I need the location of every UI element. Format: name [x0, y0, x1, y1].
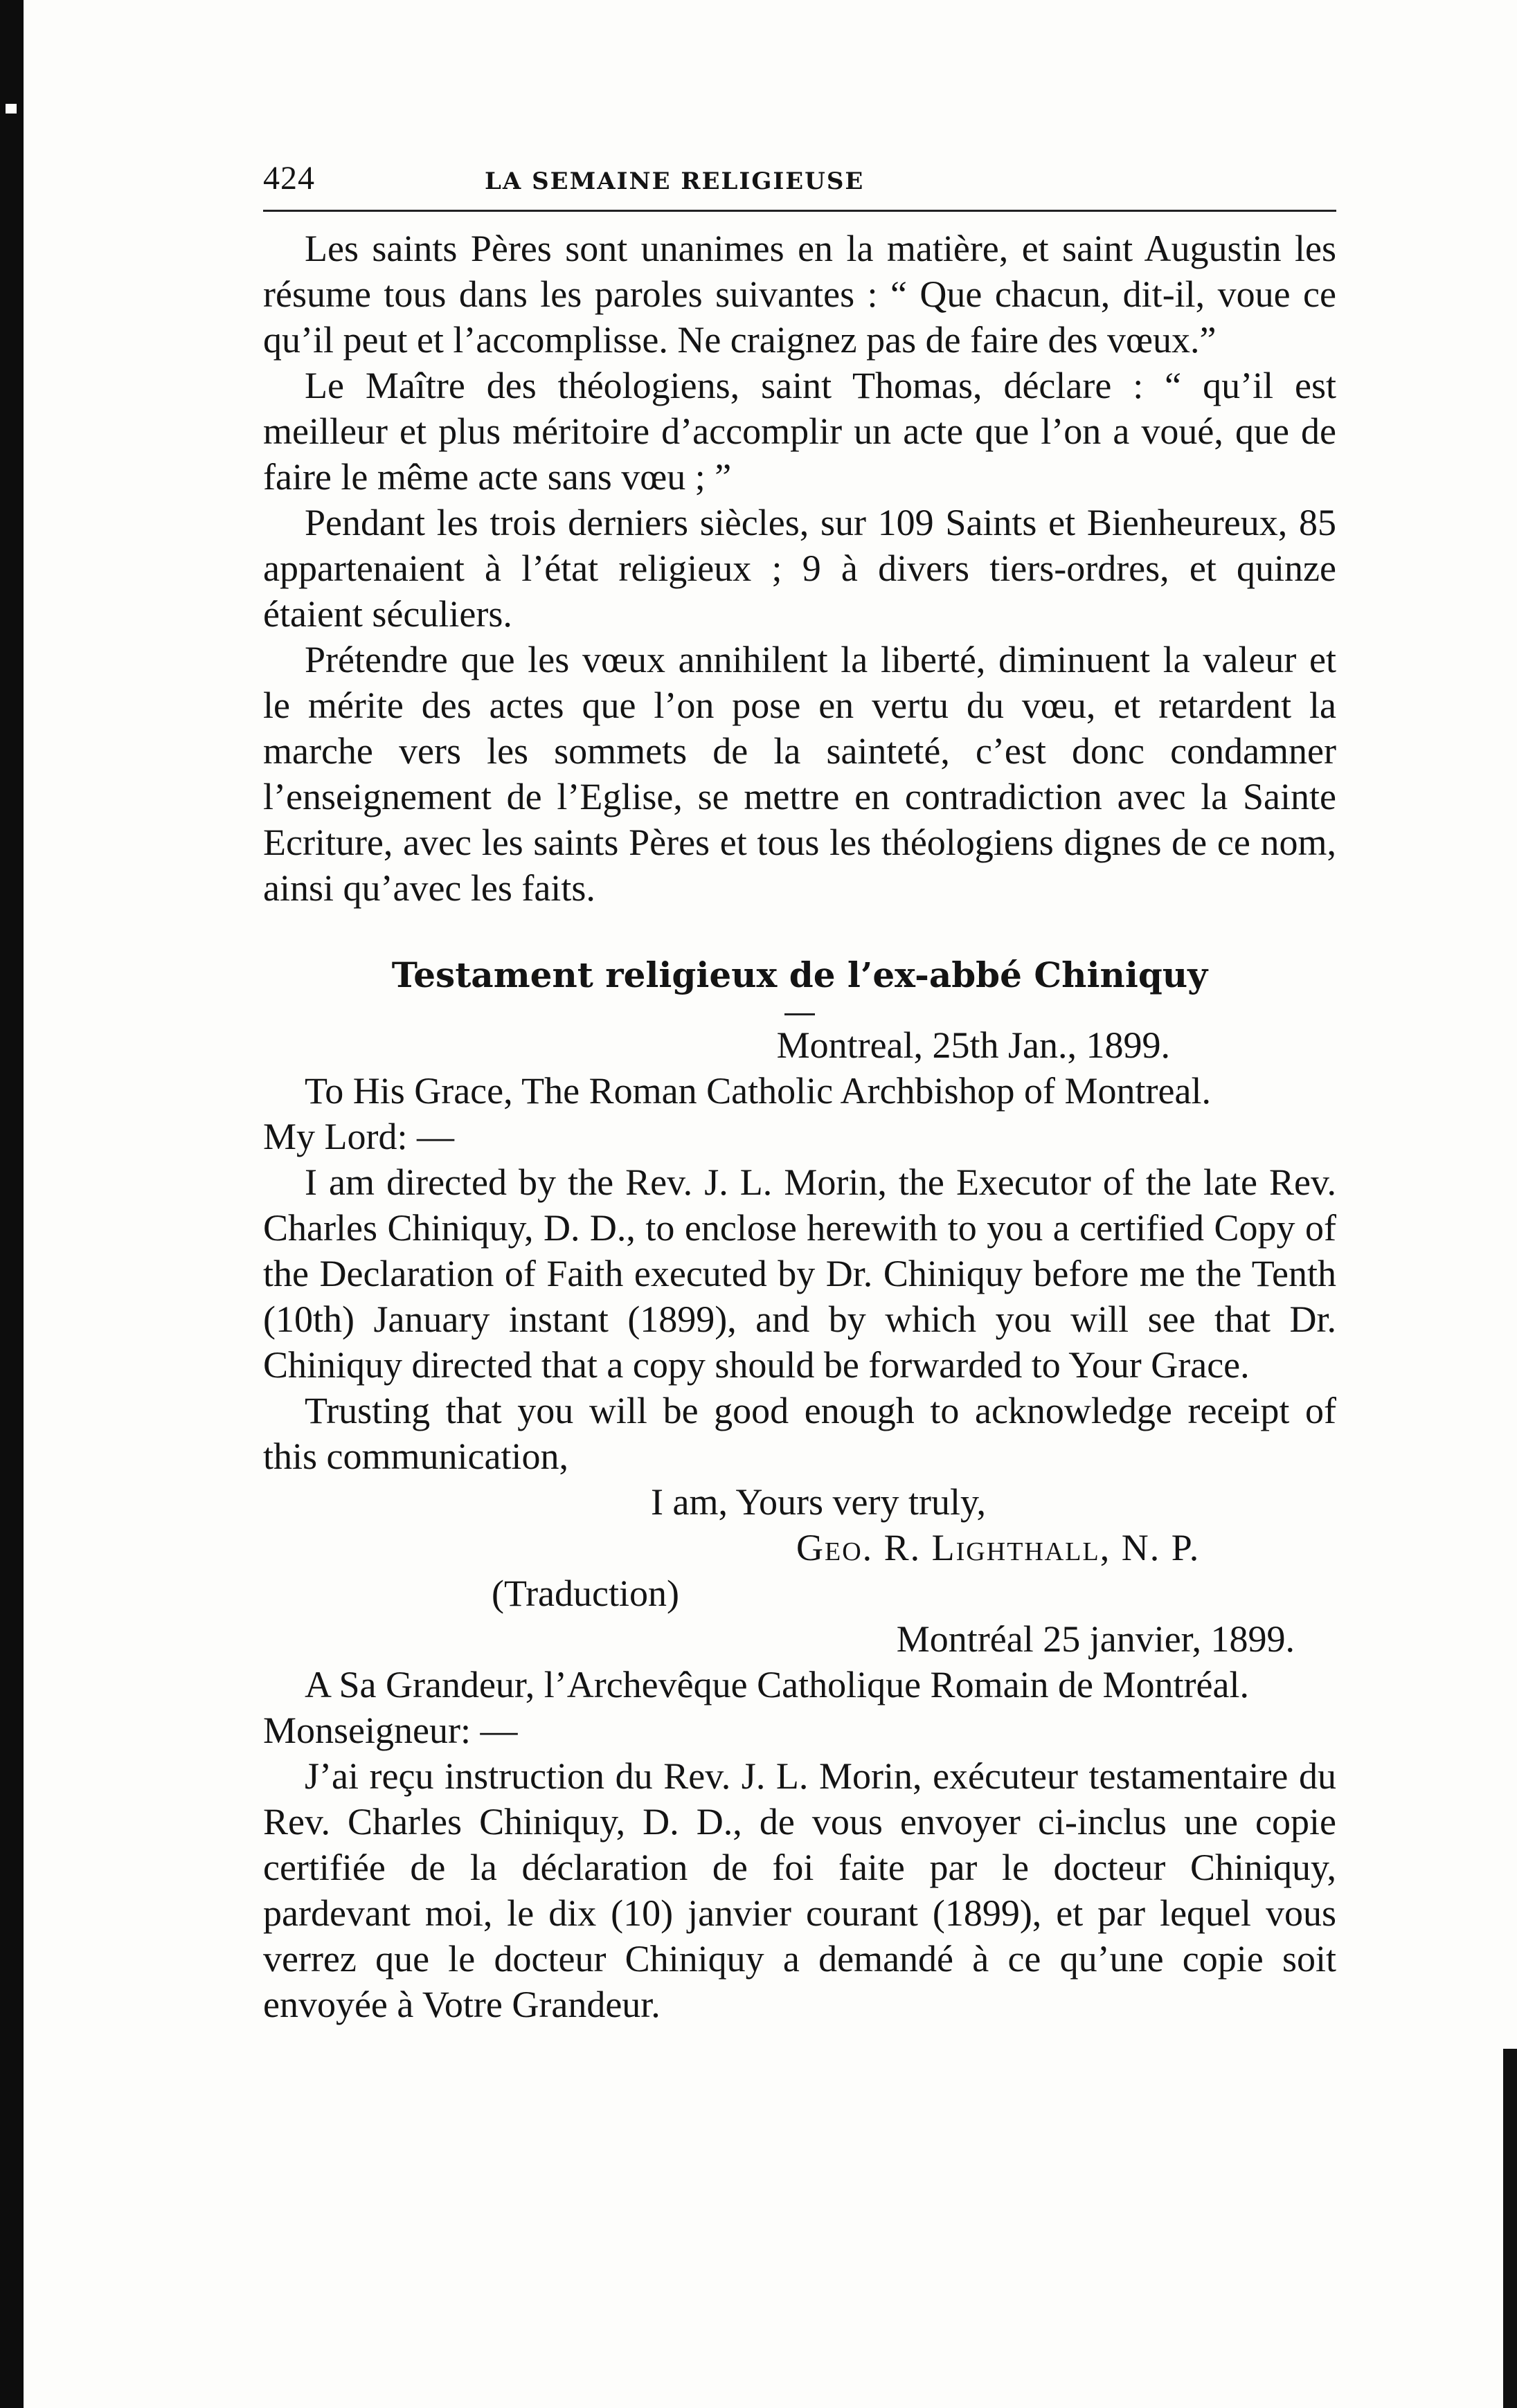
letter-date: Montreal, 25th Jan., 1899. — [776, 1024, 1170, 1066]
paragraph: Les saints Pères sont unanimes en la matière, et saint Augustin les résume tous dans les paroles suivantes : “ Que chacun, dit-il, voue ce qu’il peut et l’accomplisse. Ne craignez pas de faire des vœux.” — [263, 228, 1336, 361]
paragraph: Le Maître des théologiens, saint Thomas, déclare : “ qu’il est meilleur et plus méritoire d’accomplir un acte que l’on a voué, que de faire le même acte sans vœu ; ” — [263, 365, 1336, 498]
letter-salutation: My Lord: — — [263, 1116, 454, 1157]
page-number: 424 — [263, 160, 315, 197]
page-header — [263, 156, 1336, 204]
scan-edge-left — [0, 0, 24, 2408]
section-title: Testament religieux de l’ex-abbé Chiniquy — [391, 954, 1208, 995]
running-title: LA SEMAINE RELIGIEUSE — [485, 168, 865, 195]
letter-body-fr: J’ai reçu instruction du Rev. J. L. Morin, exécuteur testamentaire du Rev. Charles Chiniquy, D. D., de vous envoyer ci-inclus une copie certifiée de la déclaration de foi faite par le docteur Chiniquy, pardevant moi, le dix (10) janvier courant (1899), et par lequel vous verrez que le docteur Chiniquy a demandé à ce qu’une copie soit envoyée à Votre Grandeur. — [263, 1755, 1336, 2025]
letter-closing: I am, Yours very truly, — [651, 1481, 986, 1523]
letter-salutation-fr: Monseigneur: — — [263, 1710, 518, 1751]
letter-addressee: To His Grace, The Roman Catholic Archbishop of Montreal. — [305, 1070, 1211, 1112]
letter-signature: Geo. R. Lighthall, N. P. — [796, 1527, 1201, 1568]
letter-addressee-fr: A Sa Grandeur, l’Archevêque Catholique Romain de Montréal. — [305, 1664, 1249, 1705]
translation-label: (Traduction) — [492, 1573, 679, 1614]
paragraph: Prétendre que les vœux annihilent la liberté, diminuent la valeur et le mérite des actes que l’on pose en vertu du vœu, et retardent la marche vers les sommets de la sainteté, c’est donc condamner l’enseignement de l’Eglise, se mettre en contradiction avec la Sainte Ecriture, avec les saints Pères et tous les théologiens dignes de ce nom, ainsi qu’avec les faits. — [263, 639, 1336, 909]
page — [263, 156, 1336, 2027]
header-rule — [263, 210, 1336, 212]
letter-date-fr: Montréal 25 janvier, 1899. — [896, 1618, 1295, 1660]
letter-body: Trusting that you will be good enough to acknowledge receipt of this communication, — [263, 1390, 1336, 1477]
paragraph: Pendant les trois derniers siècles, sur 109 Saints et Bienheureux, 85 appartenaient à l’état religieux ; 9 à divers tiers-ordres, et quinze étaient séculiers. — [263, 502, 1336, 635]
scan-edge-right — [1503, 2049, 1517, 2408]
section-dash — [784, 1013, 815, 1015]
letter-body: I am directed by the Rev. J. L. Morin, the Executor of the late Rev. Charles Chiniquy, D. D., to enclose herewith to you a certified Copy of the Declaration of Faith executed by Dr. Chiniquy before me the Tenth (10th) January instant (1899), and by which you will see that Dr. Chiniquy directed that a copy should be forwarded to Your Grace. — [263, 1161, 1336, 1386]
